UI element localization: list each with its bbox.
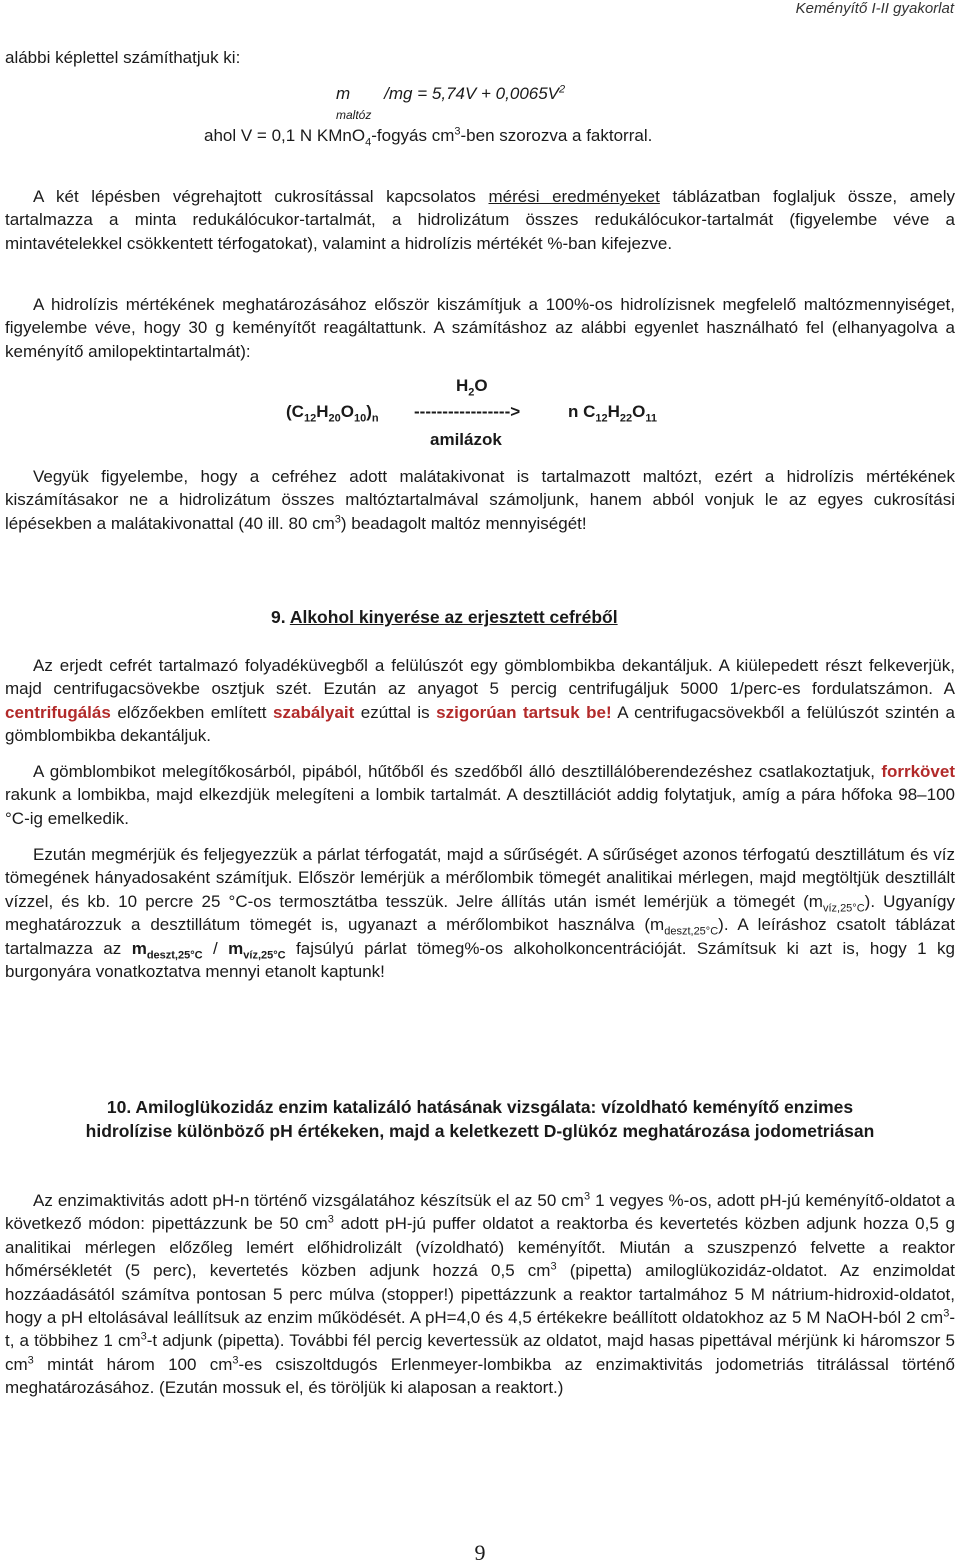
p6-d: fajsúlyú párlat tömeg%-os alkoholkoncentrációját. Számítsuk ki azt is, hogy 1 kg burgonyára vonatkoztatva mennyi etanolt kaptunk! [5,938,956,982]
where-a: ahol V = 0,1 N KMnO [204,126,366,145]
paragraph-hydrolysis: A hidrolízis mértékének meghatározásához először kiszámítjuk a 100%-os hidrolízisnek megfelelő maltózmennyiséget, figyelembe véve, hogy 30 g keményítőt reagáltattunk. A számításhoz az alábbi egyenlet használható fel (elhanyagolva a keményítő amilopektintartalmát): [5,295,955,361]
where-c: -ben szorozva a faktorral. [460,126,653,145]
p1-a: A két lépésben végrehajtott cukrosítással kapcsolatos [33,187,489,206]
p7-c: adott pH-jú puffer oldatot a reaktorba és kevertetés közben adjunk hozza 0,5 g analitikai mérlegen előzőleg lemért előhidrolizált (vízoldható) keményítőt. Miután a szuszpenzó felvette a reaktor hőmérsékletét (5 perc), kevertetés közben adjunk hozzá 0,5 cm [5,1214,955,1281]
p7-s4: 3 [943,1307,950,1320]
p6-b: ). Ugyanígy meghatározzuk a desztillátum tömegét is, ugyanazt a mérőlombikot használva (m [5,891,955,935]
p4-d: A centrifugacsövekből a felülúszót szintén a gömblombikba dekantáljuk. [5,702,955,746]
p7-d: (pipetta) amiloglükozidáz-oldatot. Az enzimoldat hozzáadásától számítva pontosan 5 perc múlva (stopper!) pipettázzunk a reaktor tartalmához 5 M nátrium-hidroxid-oldatot, hogy a pH eltolásával leállítsuk az enzim működését. A pH=4,0 és 4,5 értékekre beállított oldatokhoz az 5 M NaOH-ból 2 cm [5,1261,956,1328]
p7-g: mintát három 100 cm [33,1354,233,1374]
where-b: -fogyás cm [371,126,455,145]
p4-red-tartsuk: szigorúan tartsuk be! [436,702,612,722]
formula-left: m [336,84,351,103]
p6-m2: m [228,938,244,958]
reaction-product: n $C_{12}H_{22}O_{11}$ [568,402,658,425]
p4-a: Az erjedt cefrét tartalmazó folyadéküvegből a felülúszót egy gömblombikba dekantáljuk. A kiülepedett részt felkeverjük, majd centrifugacsövekbe osztjuk szét. Ezután az anyagot 5 percig centrifugáljuk 5000 1/perc-es fordulatszámon. A [5,656,955,699]
p7-s2: 3 [327,1213,334,1226]
page-number: 9 [474,1540,486,1565]
section-9-number: 9. [271,607,286,627]
water-o: O [474,376,488,395]
p4-red-szabalyait: szabályait [273,702,355,722]
p6-c: ). A leíráshoz csatolt táblázat tartalmazza az [5,915,955,958]
p3-sup: 3 [334,513,341,526]
p7-f: -t adjunk (pipetta). További fél percig kevertessük az oldatot, majd hasas pipettával mérjünk ki háromszor 5 cm [5,1331,955,1374]
p7-s6: 3 [27,1354,34,1367]
p3-a: Vegyük figyelembe, hogy a cefréhez adott malátakivonat is tartalmazott maltózt, ezért a hidrolízis mértékének kiszámításakor ne a hidrolizátum összes maltóztartalmával számoljunk, hanem abból vonjuk le az egyes cukrosítási lépésekben a malátakivonattal (40 ill. 80 cm [5,467,955,533]
p7-h: -es csiszoltdugós Erlenmeyer-lombikba az enzimaktivitás jodometriás titrálással történő meghatározásához. (Ezután mossuk el, és töröljük ki alaposan a reaktort.) [5,1354,955,1398]
p4-c: ezúttal is [354,702,437,722]
p5-red-forrkovet: forrkövet [881,762,955,781]
p6-m2sub: víz,25°C [243,949,286,962]
water-h: H [456,376,469,395]
reaction-reactant: $(C_{12}H_{20}O_{10})_n$ [286,402,379,425]
water-sub: 2 [468,386,475,399]
formula-sup: 2 [559,83,566,96]
p4-red-centrifugalas: centrifugálás [5,702,111,722]
p6-m1: m [131,938,147,958]
p7-e: -t, a többihez 1 cm [5,1308,955,1351]
section-9-title: Alkohol kinyerése az erjesztett cefréből [289,607,618,627]
p7-b: 1 vegyes %-os, adott pH-jú keményítő-oldatot a következő módon: pipettázzunk be 50 cm [5,1191,955,1234]
running-header: Keményítő I-II gyakorlat [795,0,954,17]
intro-text: alábbi képlettel számíthatjuk ki: [5,48,241,67]
paragraph-density [5,843,955,983]
formula-maltose [336,84,565,104]
p7-s5: 3 [140,1330,147,1343]
p6-a: Ezután megmérjük és feljegyezzük a párlat térfogatát, majd a sűrűségét. A sűrűséget azonos térfogatú desztillátum és víz tömegének hányadosaként számítjuk. Először lemérjük a mérőlombik tömegét analitikai mérlegen, majd megtöltjük desztillált vízzel, és kb. 10 percre 25 °C-os termosztátba tesszük. Jelre állítás után ismét lemérjük a tömegét (m [5,845,955,911]
p6-m1sub: deszt,25°C [146,949,203,962]
paragraph-maltose-note [5,465,955,535]
paragraph-centrifuge [5,654,955,748]
p6-sub2: deszt,25°C [664,925,719,938]
section-10-line2: hidrolízise különböző pH értékeken, majd a keletkezett D-glükóz meghatározása jodometriásan [85,1120,875,1141]
section-10-line1: 10. Amiloglükozidáz enzim katalizáló hatásának vizsgálata: vízoldható keményítő enzimes [106,1097,854,1117]
reaction-enzyme: amilázok [430,430,502,449]
p7-s3: 3 [550,1260,557,1273]
p1-b: táblázatban foglaljuk össze, amely tartalmazza a minta redukálócukor-tartalmát, a hidrolizátum összes redukálócukor-tartalmát (figyelembe véve a mintavételekkel csökkentett térfogatokat), valamint a hidrolízis mértékét %-ban kifejezve. [5,187,955,253]
paragraph-enzyme-activity [5,1189,955,1400]
p6-slash: / [202,938,229,958]
reaction-arrow: -----------------> [414,402,521,421]
p5-a: A gömblombikot melegítőkosárból, pipából, hűtőből és szedőből álló desztillálóberendezéshez csatlakoztatjuk, [33,762,882,781]
p6-sub1: víz,25°C [822,902,865,915]
p5-b: rakunk a lombikba, majd elkezdjük melegíteni a lombik tartalmát. A desztillációt addig folytatjuk, amíg a pára hőfoka 98–100 °C-ig emelkedik. [5,785,955,828]
where-sub: 4 [365,136,372,149]
paragraph-results [5,185,955,255]
p7-a: Az enzimaktivitás adott pH-n történő vizsgálatához készítsük el az 50 cm [33,1191,584,1210]
formula-sub-maltoz: maltóz [336,108,372,122]
p1-underlined: mérési eredményeket [488,187,660,206]
paragraph-distillation [5,760,955,830]
formula-where [204,125,653,149]
p3-b: ) beadagolt maltóz mennyiségét! [340,513,587,533]
reaction-water [456,376,488,399]
p7-s7: 3 [232,1354,239,1367]
formula-right: /mg = 5,74V + 0,0065V [384,84,560,103]
section-9-heading [271,606,618,630]
where-sup: 3 [454,125,461,138]
p4-b: előzőekben említett [110,702,274,722]
section-10-heading [0,1096,960,1143]
p7-s1: 3 [583,1190,591,1203]
